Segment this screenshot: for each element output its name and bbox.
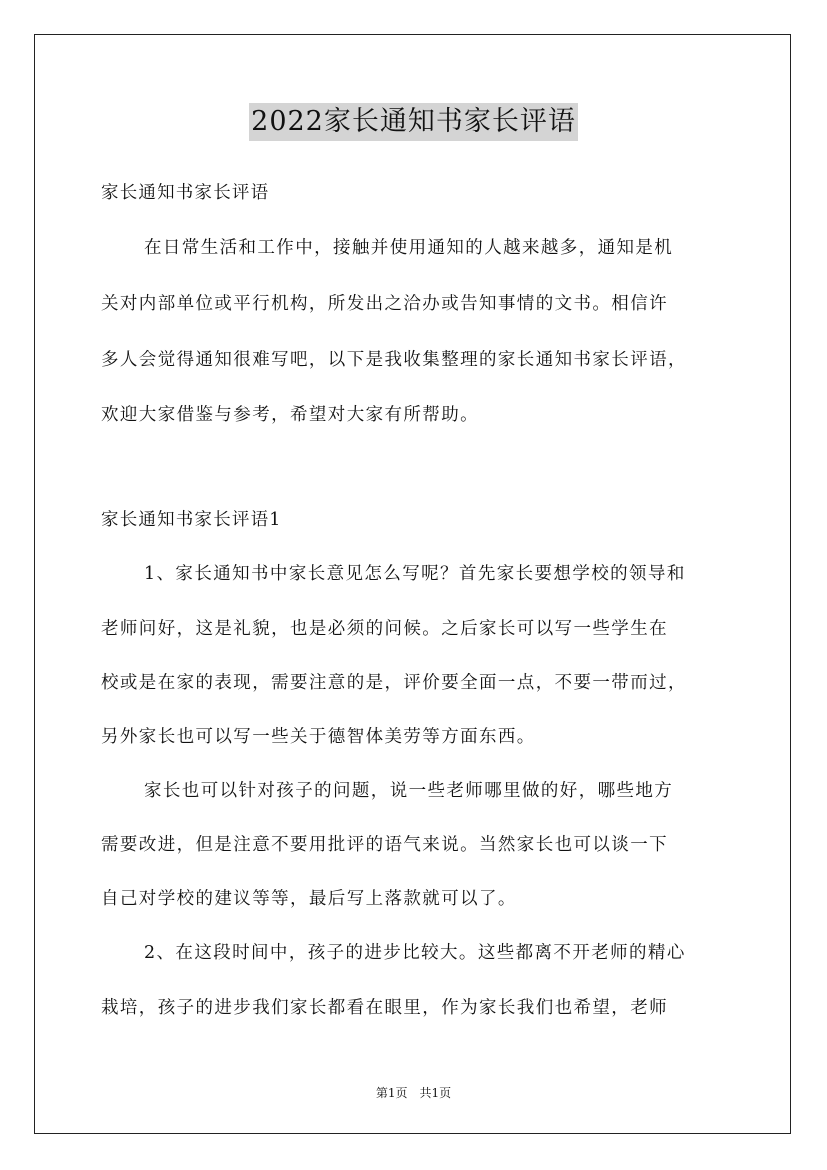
intro-line-4: 欢迎大家借鉴与参考，希望对大家有所帮助。	[101, 405, 479, 425]
title-container	[0, 103, 827, 141]
paragraph3-line-1: 2、在这段时间中，孩子的进步比较大。这些都离不开老师的精心	[144, 943, 686, 963]
page-footer: 第1页 共1页	[375, 1086, 452, 1100]
paragraph1-line-3: 校或是在家的表现，需要注意的是，评价要全面一点，不要一带而过，	[101, 673, 687, 693]
paragraph1-line-1: 1、家长通知书中家长意见怎么写呢？首先家长要想学校的领导和	[144, 564, 686, 584]
paragraph1-line-4: 另外家长也可以写一些关于德智体美劳等方面东西。	[101, 727, 536, 747]
intro-line-2: 关对内部单位或平行机构，所发出之洽办或告知事情的文书。相信许	[101, 294, 668, 314]
subtitle: 家长通知书家长评语	[101, 183, 270, 203]
paragraph2-line-3: 自己对学校的建议等等，最后写上落款就可以了。	[101, 889, 517, 909]
section-heading: 家长通知书家长评语1	[101, 510, 282, 530]
document-title: 2022家长通知书家长评语	[249, 103, 578, 141]
paragraph1-line-2: 老师问好，这是礼貌，也是必须的问候。之后家长可以写一些学生在	[101, 619, 668, 639]
paragraph2-line-2: 需要改进，但是注意不要用批评的语气来说。当然家长也可以谈一下	[101, 835, 668, 855]
intro-line-3: 多人会觉得通知很难写吧，以下是我收集整理的家长通知书家长评语，	[101, 350, 687, 370]
paragraph3-line-2: 栽培，孩子的进步我们家长都看在眼里，作为家长我们也希望，老师	[101, 998, 668, 1018]
intro-line-1: 在日常生活和工作中，接触并使用通知的人越来越多，通知是机	[144, 238, 674, 258]
paragraph2-line-1: 家长也可以针对孩子的问题，说一些老师哪里做的好，哪些地方	[144, 781, 674, 801]
